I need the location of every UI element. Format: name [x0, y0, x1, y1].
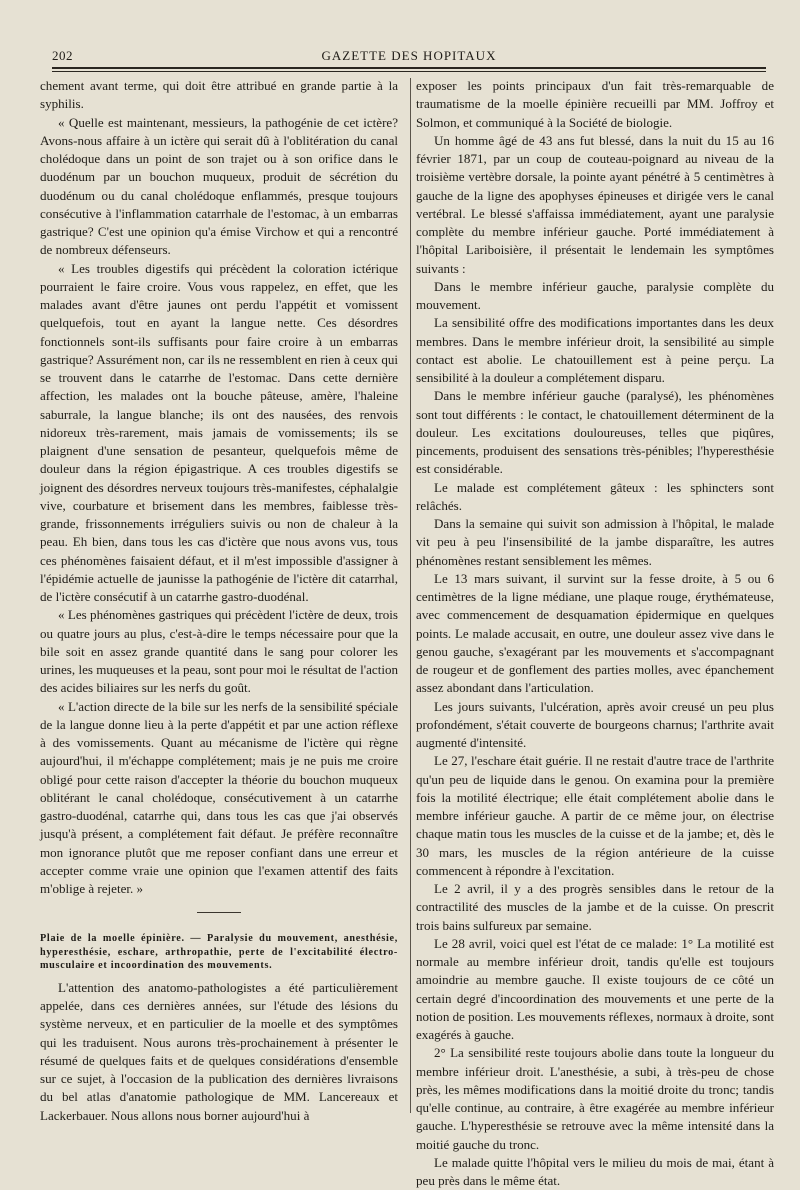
- paragraph: chement avant terme, qui doit être attribué en grande partie à la syphilis.: [40, 78, 398, 112]
- running-head: GAZETTE DES HOPITAUX: [321, 48, 497, 63]
- paragraph: Dans le membre inférieur gauche, paralysie complète du mouvement.: [416, 278, 774, 312]
- paragraph: Le malade est complétement gâteux : les sphincters sont relâchés.: [416, 479, 774, 513]
- section-separator: [197, 912, 241, 913]
- paragraph: « Les phénomènes gastriques qui précèdent l'ictère de deux, trois ou quatre jours au plus, c'est-à-dire le temps nécessaire pour que la bile soit en assez grande quantité dans le sang pour colorer les urines, les muqueuses et la peau, sont pour moi le résultat de l'action des acides biliaires sur les nerfs du goût.: [40, 607, 398, 696]
- paragraph: L'attention des anatomo-pathologistes a été particulièrement appelée, dans ces dernières années, sur l'étude des lésions du système nerveux, et en particulier de la moelle et des symptômes qui les traduisent. Nous aurons très-prochainement à présenter le résumé de quelques faits et de quelques considérations d'ensemble sur ce sujet, à l'occasion de la publication des dernières livraisons du bel atlas d'anatomie pathologique de MM. Lancereaux et Lackerbauer. Nous allons nous borner aujourd'hui à: [40, 979, 398, 1123]
- article-heading: Plaie de la moelle épinière. — Paralysie du mouvement, anesthésie, hyperesthésie, eschare, arthropathie, perte de l'excitabilité électro-musculaire et incoordination des mouvements.: [40, 933, 398, 972]
- paragraph: exposer les points principaux d'un fait très-remarquable de traumatisme de la moelle épinière recueilli par MM. Joffroy et Solmon, et communiqué à la Société de biologie.: [416, 78, 774, 130]
- left-column: [40, 77, 398, 1125]
- paragraph: Le malade quitte l'hôpital vers le milieu du mois de mai, étant à peu près dans le même état.: [416, 1154, 774, 1188]
- paragraph: Le 13 mars suivant, il survint sur la fesse droite, à 5 ou 6 centimètres de la ligne médiane, une plaque rouge, érythémateuse, avec commencement de desquamation épidermique en quelques points. Le malade accusait, en outre, une douleur assez vive dans le genou gauche, s'exagérant par les mouvements et s'accompagnant de rougeur et de gonflement des parties molles, avec épanchement assez abondant dans l'articulation.: [416, 570, 774, 696]
- right-column: [416, 77, 774, 1190]
- page-number: 202: [52, 48, 73, 63]
- paragraph: Dans le membre inférieur gauche (paralysé), les phénomènes sont tout différents : le contact, le chatouillement déterminent de la douleur. Les excitations douloureuses, telles que piqûres, pincements, produisent des sensations très-pénibles; l'hyperesthésie est considérable.: [416, 388, 774, 477]
- paragraph: Le 2 avril, il y a des progrès sensibles dans le retour de la contractilité des muscles de la jambe et de la cuisse. On prescrit trois bains sulfureux par semaine.: [416, 881, 774, 933]
- paragraph: Le 28 avril, voici quel est l'état de ce malade: 1° La motilité est normale au membre inférieur droit, tandis qu'elle est toujours amoindrie au membre gauche. Il existe toujours de ce côté un certain degré d'incoordination des mouvements et une perte de la notion de position. Les mouvements réflexes, normaux à droite, sont exagérés à gauche.: [416, 935, 774, 1042]
- header-rule-thick: [52, 67, 766, 69]
- paragraph: « L'action directe de la bile sur les nerfs de la sensibilité spéciale de la langue donne lieu à la perte d'appétit et par une action réflexe à des vomissements. Quant au mécanisme de l'ictère qui règne aujourd'hui, il m'échappe complétement; mais je ne puis me croire obligé pour cette raison d'accepter la théorie du bouchon muqueux oblitérant le canal cholédoque, consécutivement à un catarrhe gastro-duodénal, catarrhe qui, dans tous les cas que j'ai observés jusqu'à présent, a complétement fait défaut. Je préfère reconnaître mon ignorance plutôt que me reposer confiant dans une erreur et accepter comme vraie une opinion que l'examen attentif des faits m'oblige à rejeter. »: [40, 698, 398, 896]
- paragraph: 2° La sensibilité reste toujours abolie dans toute la longueur du membre inférieur droit. L'anesthésie, a subi, à très-peu de chose près, les mêmes modifications dans la moitié droite du tronc; tandis qu'elle continue, au contraire, à être exagérée au membre inférieur gauche. L'hyperesthésie se retrouve avec la même intensité dans la moitié gauche du tronc.: [416, 1045, 774, 1152]
- paragraph: Un homme âgé de 43 ans fut blessé, dans la nuit du 15 au 16 février 1871, par un coup de couteau-poignard au niveau de la troisième vertèbre dorsale, la pointe ayant pénétré à 5 centimètres à gauche de la ligne des apophyses épineuses et dirigée vers le canal vertébral. Le blessé s'affaissa immédiatement, ayant une paralysie complète du membre inférieur gauche. Porté immédiatement à l'hôpital Lariboisière, il présentait le lendemain les symptômes suivants :: [416, 132, 774, 276]
- paragraph: Le 27, l'eschare était guérie. Il ne restait d'autre trace de l'arthrite qu'un peu de liquide dans le genou. On examina pour la première fois la motilité électrique; elle était complétement abolie dans le membre inférieur gauche. A partir de ce même jour, on électrise chaque matin tous les muscles de la cuisse et de la jambe; et, dès le 30 mars, les muscles de la région antérieure de la cuisse commencent à répondre à l'excitation.: [416, 753, 774, 878]
- column-divider: [410, 78, 411, 1113]
- paragraph: « Les troubles digestifs qui précèdent la coloration ictérique pourraient le faire croire. Vous vous rappelez, en effet, que les malades avant d'être jaunes ont perdu l'appétit et vomissent quelquefois, tout en ayant la langue nette. Ces désordres fonctionnels sont-ils suffisants pour faire croire à un embarras gastrique? Assurément non, car ils ne ressemblent en rien à ceux qui se trouvent dans le catarrhe de l'estomac. Dans cette dernière affection, les malades ont la bouche pâteuse, amère, l'haleine saburrale, la langue blanche; ils ont des nausées, des renvois nidoreux très-rarement, mais jamais de vomissements; ils se plaignent d'une sensation de pesanteur, quelquefois même de douleur dans la région épigastrique. A ces troubles digestifs se joignent des désordres nerveux toujours très-manifestes, céphalalgie vive, courbature et brisement dans les membres, faiblesse très-grande, frissonnements irréguliers suivis ou non de chaleur à la peau. Eh bien, dans tous les cas d'ictère que nous avons vus, tous ces phénomènes faisaient défaut, et il m'est impossible d'assigner à l'épidémie actuelle de jaunisse la pathogénie de l'ictère dit catarrhal, de l'ictère consécutif à un catarrhe gastro-duodénal.: [40, 260, 398, 604]
- paragraph: La sensibilité offre des modifications importantes dans les deux membres. Dans le membre inférieur droit, la sensibilité au simple contact est abolie. Le chatouillement est à peine perçu. La sensibilité à la douleur a complétement disparu.: [416, 315, 774, 385]
- paragraph: Dans la semaine qui suivit son admission à l'hôpital, le malade vit peu à peu l'insensibilité de la jambe disparaître, les autres phénomènes restant sensiblement les mêmes.: [416, 516, 774, 568]
- paragraph: Les jours suivants, l'ulcération, après avoir creusé un peu plus profondément, s'était couverte de bourgeons charnus; l'arthrite avait augmenté d'intensité.: [416, 698, 774, 750]
- paragraph: « Quelle est maintenant, messieurs, la pathogénie de cet ictère? Avons-nous affaire à un ictère qui serait dû à l'oblitération du canal cholédoque dans un point de son trajet ou à son orifice dans le duodénum par un bouchon muqueux, produit de sécrétion du duodénum ou du canal cholédoque enflammés, presque toujours consécutive à l'inflammation catarrhale de l'estomac, à un embarras gastrique? C'est une opinion qu'a émise Virchow et qui a rencontré de nombreux défenseurs.: [40, 114, 398, 258]
- header-rule-thin: [52, 71, 766, 72]
